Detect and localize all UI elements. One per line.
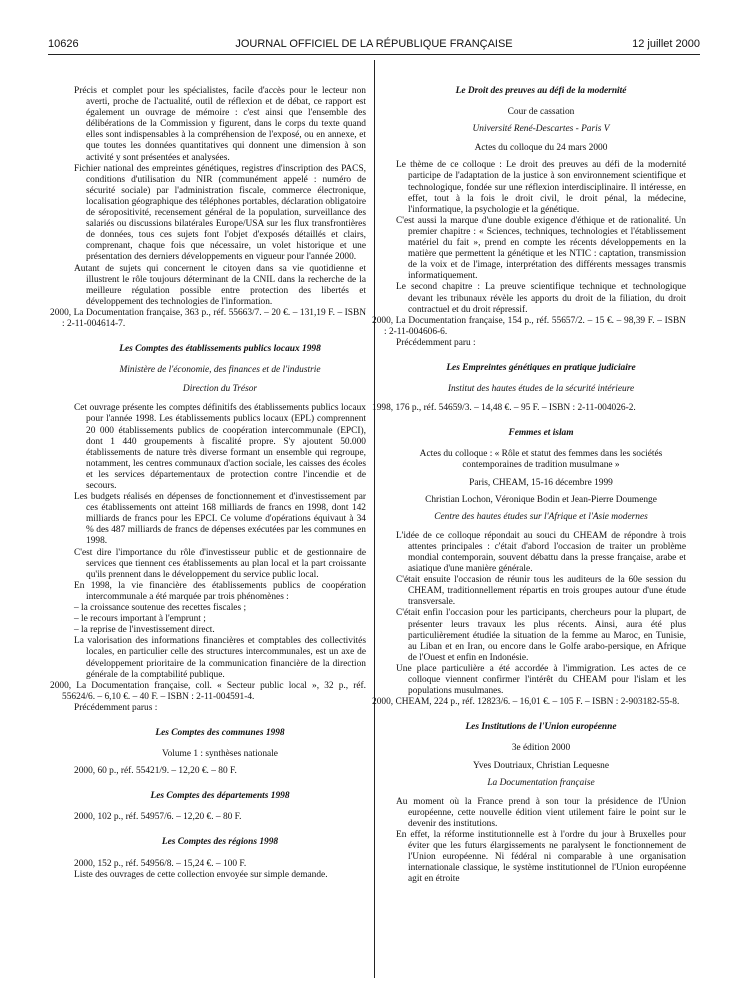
- paragraph: La valorisation des informations financières et comptables des collectivités locales, en particulier celle des structures intercommunales, est un axe de développement prioritaire de la communication financière de la direction générale de la comptabilité publique.: [74, 636, 366, 680]
- direction: Direction du Trésor: [182, 384, 258, 395]
- publication-reference: 2000, La Documentation française, 154 p., réf. 55657/2. – 15 €. – 98,39 F. – ISBN : 2-11-004606-6.: [372, 315, 686, 337]
- previously-published: Précédemment paru :: [396, 337, 476, 348]
- proceedings: Actes du colloque : « Rôle et statut des femmes dans les sociétés contemporaines de tradition musulmane »: [419, 449, 663, 471]
- ministry: Ministère de l'économie, des finances et de l'industrie: [119, 365, 321, 376]
- paragraph: Cet ouvrage présente les comptes définitifs des établissements publics locaux pour l'année 1998. Les établissements publics locaux (EPL) comprennent 20 000 établissements publics de coopération intercommunale (EPCI), dont 1 440 groupements à fiscalité propre. S'y ajoutent 50.000 établissements de nature très diverse formant un ensemble qui regroupe, notamment, les centres communaux d'action sociale, les caisses des écoles et les services départementaux de protection contre l'incendie et de secours.: [74, 403, 366, 491]
- institution: Centre des hautes études sur l'Afrique et l'Asie modernes: [434, 511, 648, 522]
- institution: Cour de cassation: [507, 107, 575, 118]
- left-column: [50, 86, 366, 881]
- right-column: [372, 86, 686, 885]
- page-header: [48, 38, 700, 55]
- paragraph: L'idée de ce colloque répondait au souci du CHEAM de répondre à trois attentes principales : c'était d'abord l'occasion de traiter un problème mondial contemporain, souvent débattu dans la presse française, arabe et asiatique d'une manière générale.: [396, 530, 686, 575]
- proceedings: Actes du colloque du 24 mars 2000: [474, 143, 608, 154]
- bullet-item: – la reprise de l'investissement direct.: [74, 625, 215, 636]
- paragraph: C'est aussi la marque d'une double exigence d'éthique et de rationalité. Un premier chapitre : « Sciences, techniques, technologies et l'établissement matériel du fait », prend en compte les récents développements en la matière que permettent la génétique et les NTIC : captation, transmission de la voix et de l'image, interprétation des différents messages transmis informatiquement.: [396, 215, 686, 282]
- section-title: Les Comptes des régions 1998: [161, 837, 279, 848]
- issue-date: 12 juillet 2000: [632, 38, 700, 50]
- section-title: Les Comptes des établissements publics locaux 1998: [119, 344, 321, 355]
- paragraph: Les budgets réalisés en dépenses de fonctionnement et d'investissement par ces établissements ont atteint 168 milliards de francs en 1998, dont 142 milliards de francs pour les EPCI. Ce volume d'opérations équivaut à 34 % des 487 milliards de francs de dépenses exécutées par les communes en 1998.: [74, 492, 366, 547]
- paragraph: C'était enfin l'occasion pour les participants, chercheurs pour la plupart, de présenter leurs travaux les plus récents. Ainsi, aura été plus particulièrement étudiée la situation de la femme au Maroc, en Tunisie, au Liban et en Iran, ou encore dans le Golfe arabo-persique, en Afrique de l'Ouest et enfin en Indonésie.: [396, 608, 686, 663]
- paragraph: Le thème de ce colloque : Le droit des preuves au défi de la modernité participe de l'adaptation de la justice à son environnement scientifique et technologique, fondée sur une réflexion interdisciplinaire. Il intéresse, en effet, tout à la fois le droit civil, le droit pénal, la médecine, l'informatique, la psychologie et la génétique.: [396, 160, 686, 215]
- publisher: La Documentation française: [487, 777, 595, 788]
- paragraph: C'était ensuite l'occasion de réunir tous les auditeurs de la 60e session du CHEAM, traditionnellement répartis en trois groupes autour d'une étude transversale.: [396, 575, 686, 608]
- publication-reference: 2000, 60 p., réf. 55421/9. – 12,20 €. – 80 F.: [74, 766, 237, 777]
- paragraph: Le second chapitre : La preuve scientifique technique et technologique devant les tribunaux révèle les apports du droit de la filiation, du droit contractuel et du droit répressif.: [396, 282, 686, 315]
- section-title: Les Institutions de l'Union européenne: [465, 722, 617, 733]
- column-divider: [374, 60, 375, 978]
- institution: Institut des hautes études de la sécurité intérieure: [447, 384, 635, 395]
- edition: 3e édition 2000: [511, 743, 571, 754]
- paragraph: En 1998, la vie financière des établissements publics de coopération intercommunale a été marquée par trois phénomènes :: [74, 580, 366, 602]
- publication-reference: 2000, La Documentation française, coll. « Secteur public local », 32 p., réf. 55624/6. – 6,10 €. – 40 F. – ISBN : 2-11-004591-4.: [50, 680, 366, 702]
- section-title: Le Droit des preuves au défi de la modernité: [455, 86, 627, 96]
- section-title: Femmes et islam: [508, 428, 574, 439]
- section-title: Les Empreintes génétiques en pratique judiciaire: [446, 362, 636, 373]
- previously-published: Précédemment parus :: [74, 702, 158, 713]
- volume-label: Volume 1 : synthèses nationale: [162, 749, 278, 760]
- page-number: 10626: [48, 38, 79, 50]
- paragraph: Au moment où la France prend à son tour la présidence de l'Union européenne, cette nouvelle édition vient utilement faire le point sur le devenir des institutions.: [396, 796, 686, 829]
- section-title: Les Comptes des départements 1998: [150, 791, 290, 802]
- event-place-date: Paris, CHEAM, 15-16 décembre 1999: [469, 477, 613, 488]
- section-title: Les Comptes des communes 1998: [155, 727, 285, 738]
- publication-reference: 2000, 102 p., réf. 54957/6. – 12,20 €. – 80 F.: [74, 812, 242, 823]
- bullet-item: – le recours important à l'emprunt ;: [74, 614, 206, 625]
- publication-reference: 2000, 152 p., réf. 54956/8. – 15,24 €. – 100 F.: [74, 858, 247, 869]
- university: Université René-Descartes - Paris V: [472, 124, 610, 135]
- paragraph: Une place particulière a été accordée à l'immigration. Les actes de ce colloque viennent confirmer l'intérêt du CHEAM pour l'islam et les populations musulmanes.: [396, 663, 686, 697]
- paragraph: En effet, la réforme institutionnelle est à l'ordre du jour à Bruxelles pour éviter que les futurs élargissements ne paralysent le fonctionnement de l'Union européenne. Ni fédéral ni comparable à une organisation internationale classique, le système institutionnel de l'Union européenne agit en étroite: [396, 829, 686, 885]
- authors: Christian Lochon, Véronique Bodin et Jean-Pierre Doumenge: [425, 494, 657, 505]
- publication-reference: 1998, 176 p., réf. 54659/3. – 14,48 €. – 95 F. – ISBN : 2-11-004026-2.: [372, 403, 636, 414]
- paragraph: Autant de sujets qui concernent le citoyen dans sa vie quotidienne et illustrent le rôle toujours déterminant de la CNIL dans la recherche de la meilleure régulation possible entre protection des libertés et développement des technologies de l'information.: [74, 263, 366, 307]
- paragraph: C'est dire l'importance du rôle d'investisseur public et de gestionnaire de services que tiennent ces établissements au plan local et la part croissante qu'ils prennent dans le développement du service public local.: [74, 547, 366, 580]
- publication-reference: 2000, La Documentation française, 363 p., réf. 55663/7. – 20 €. – 131,19 F. – ISBN : 2-11-004614-7.: [50, 307, 366, 329]
- journal-title: JOURNAL OFFICIEL DE LA RÉPUBLIQUE FRANÇAISE: [235, 38, 513, 50]
- paragraph: Précis et complet pour les spécialistes, facile d'accès pour le lecteur non averti, proche de l'actualité, outil de réflexion et de débat, ce rapport est également un ouvrage de mémoire : c'est ainsi que l'ensemble des délibérations de la Commission y figurent, dans le corps du texte quand elles sont indispensables à la compréhension de l'exposé, ou en annexe, et que toutes les données quantitatives qui donnent une dimension à son activité y sont présentées et analysées.: [74, 86, 366, 163]
- publication-reference: 2000, CHEAM, 224 p., réf. 12823/6. – 16,01 €. – 105 F. – ISBN : 2-903182-55-8.: [372, 697, 680, 708]
- paragraph: Fichier national des empreintes génétiques, registres d'inscription des PACS, conditions d'utilisation du NIR (communément appelé : numéro de sécurité sociale) par l'administration fiscale, commerce électronique, localisation géographique des téléphones portables, déclaration obligatoire de séropositivité, recensement général de la population, surveillance des salariés ou discussions bilatérales Europe/USA sur les flux transfrontières de données, tous ces sujets font l'objet d'exposés détaillés et clairs, comprenant, chaque fois que nécessaire, un volet historique et une présentation des derniers développements en vigueur pour l'année 2000.: [74, 163, 366, 263]
- bullet-item: – la croissance soutenue des recettes fiscales ;: [74, 603, 247, 614]
- paragraph: Liste des ouvrages de cette collection envoyée sur simple demande.: [74, 869, 328, 880]
- authors: Yves Doutriaux, Christian Lequesne: [472, 760, 609, 771]
